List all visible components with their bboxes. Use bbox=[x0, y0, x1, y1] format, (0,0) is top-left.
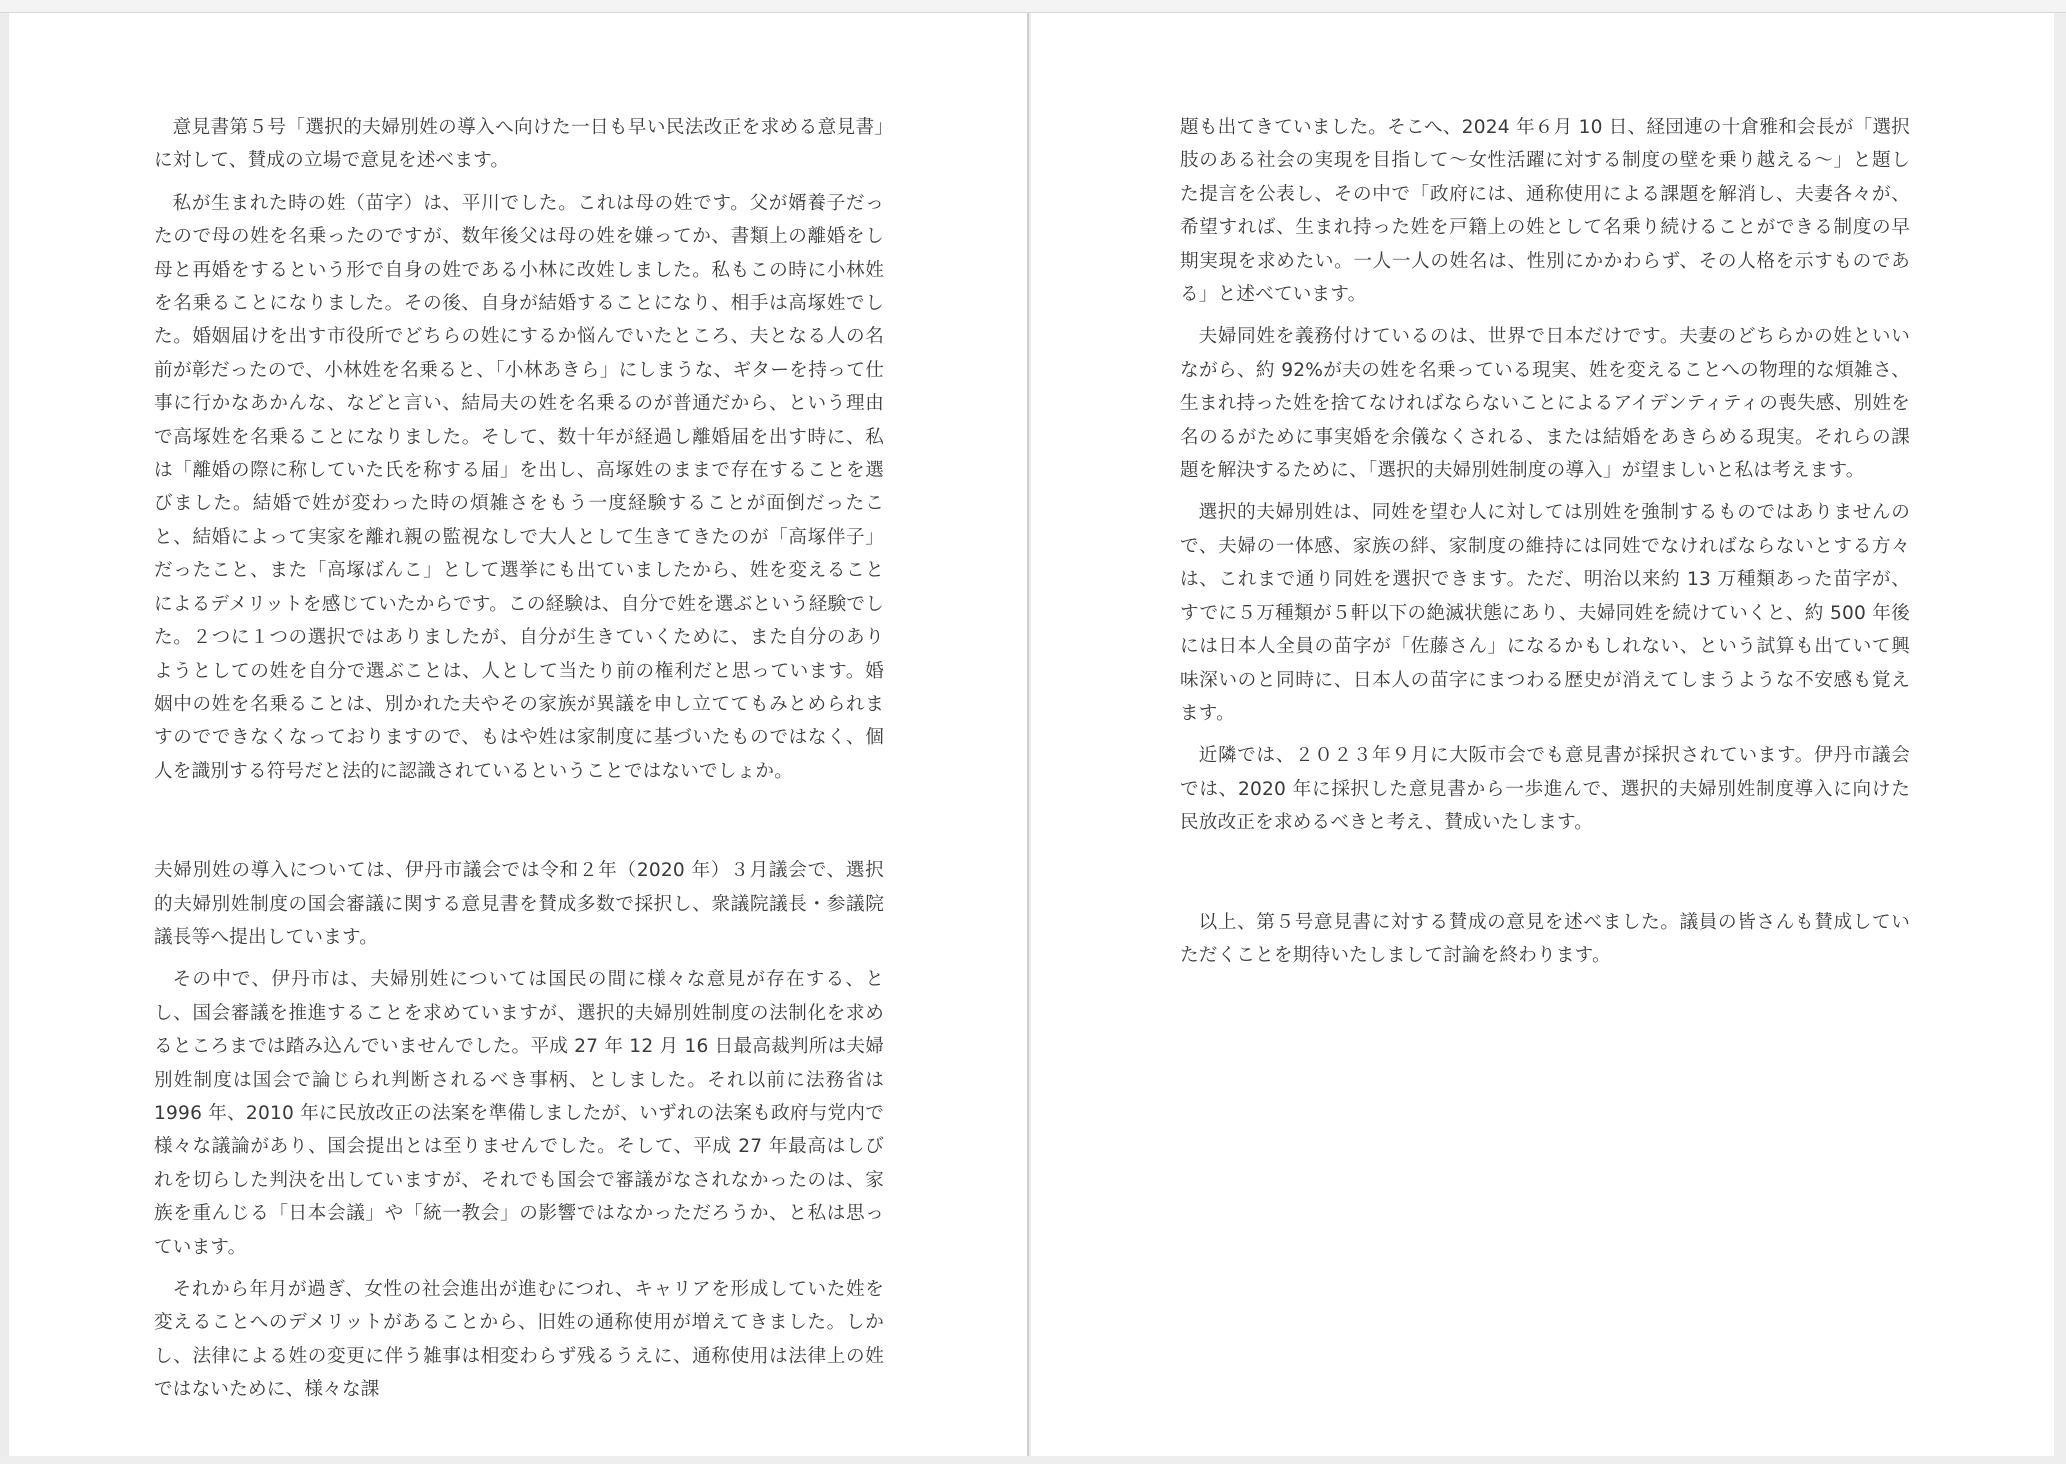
viewer-right-edge bbox=[2054, 13, 2066, 1456]
paragraph: その中で、伊丹市は、夫婦別姓については国民の間に様々な意見が存在する、とし、国会審議を推進することを求めていますが、選択的夫婦別姓制度の法制化を求めるところまでは踏み込んでいませんでした。平成 27 年 12 月 16 日最高裁判所は夫婦別姓制度は国会で論じられ判断されるべき事柄、としました。それ以前に法務省は 1996 年、2010 年に民放改正の法案を準備しましたが、いずれの法案も政府与党内で様々な議論があり、国会提出とは至りませんでした。そして、平成 27 年最高はしびれを切らした判決を出していますが、それでも国会で審議がなされなかったのは、家族を重んじる「日本会議」や「統一教会」の影響ではなかっただろうか、と私は思っています。 bbox=[154, 969, 884, 1258]
paragraph: 題も出てきていました。そこへ、2024 年６月 10 日、経団連の十倉雅和会長が「選択肢のある社会の実現を目指して～女性活躍に対する制度の壁を乗り越える～」と題した提言を公表し、その中で「政府には、通称使用による課題を解消し、夫妻各々が、希望すれば、生まれ持った姓を戸籍上の姓として名乗り続けることができる制度の早期実現を求めたい。一人一人の姓名は、性別にかかわらず、その人格を示すものである」と述べています。 bbox=[1180, 117, 1910, 306]
paragraph: 意見書第５号「選択的夫婦別姓の導入へ向けた一日も早い民法改正を求める意見書」に対して、賛成の立場で意見を述べます。 bbox=[154, 117, 884, 172]
paragraph: 夫婦別姓の導入については、伊丹市議会では令和２年（2020 年）３月議会で、選択的夫婦別姓制度の国会審議に関する意見書を賛成多数で採択し、衆議院議長・参議院議長等へ提出しています。 bbox=[154, 860, 884, 948]
page-right bbox=[1031, 13, 2054, 1456]
paragraph: 選択的夫婦別姓は、同姓を望む人に対しては別姓を強制するものではありませんので、夫婦の一体感、家族の絆、家制度の維持には同姓でなければならないとする方々は、これまで通り同姓を選択できます。ただ、明治以来約 13 万種類あった苗字が、すでに５万種類が５軒以下の絶滅状態にあり、夫婦同姓を続けていくと、約 500 年後には日本人全員の苗字が「佐藤さん」になるかもしれない、という試算も出ていて興味深いのと同時に、日本人の苗字にまつわる歴史が消えてしまうような不安感も覚えます。 bbox=[1180, 502, 1910, 724]
paragraph: 私が生まれた時の姓（苗字）は、平川でした。これは母の姓です。父が婿養子だったので母の姓を名乗ったのですが、数年後父は母の姓を嫌ってか、書類上の離婚をし母と再婚をするという形で自身の姓である小林に改姓しました。私もこの時に小林姓を名乗ることになりました。その後、自身が結婚することになり、相手は高塚姓でした。婚姻届けを出す市役所でどちらの姓にするか悩んでいたところ、夫となる人の名前が彰だったので、小林姓を名乗ると、「小林あきら」にしまうな、ギターを持って仕事に行かなあかんな、などと言い、結局夫の姓を名乗るのが普通だから、という理由で高塚姓を名乗ることになりました。そして、数十年が経過し離婚届を出す時に、私は「離婚の際に称していた氏を称する届」を出し、高塚姓のままで存在することを選びました。結婚で姓が変わった時の煩雑さをもう一度経験することが面倒だったこと、結婚によって実家を離れ親の監視なしで大人として生きてきたのが「高塚伴子」だったこと、また「高塚ばんこ」として選挙にも出ていましたから、姓を変えることによるデメリットを感じていたからです。この経験は、自分で姓を選ぶという経験でした。２つに１つの選択ではありましたが、自分が生きていくために、また自分のありようとしての姓を自分で選ぶことは、人として当たり前の権利だと思っています。婚姻中の姓を名乗ることは、別かれた夫やその家族が異議を申し立ててもみとめられますのでできなくなっておりますので、もはや姓は家制度に基づいたものではなく、個人を識別する符号だと法的に認識されているということではないでしょか。 bbox=[154, 192, 884, 782]
viewer-bottom-edge bbox=[0, 1456, 2066, 1464]
paragraph: 近隣では、２０２３年９月に大阪市会でも意見書が採択されています。伊丹市議会では、2020 年に採択した意見書から一歩進んで、選択的夫婦別姓制度導入に向けた民放改正を求めるべきと考え、賛成いたします。 bbox=[1180, 745, 1910, 834]
paragraph: 以上、第５号意見書に対する賛成の意見を述べました。議員の皆さんも賛成していただくことを期待いたしまして討論を終わります。 bbox=[1180, 911, 1910, 966]
left-page-text bbox=[154, 111, 884, 1407]
paragraph: それから年月が過ぎ、女性の社会進出が進むにつれ、キャリアを形成していた姓を変えることへのデメリットがあることから、旧姓の通称使用が増えてきました。しかし、法律による姓の変更に伴う雑事は相変わらず残るうえに、通称使用は法律上の姓ではないために、様々な課 bbox=[154, 1279, 884, 1401]
viewer-top-edge bbox=[0, 0, 2066, 13]
page-left bbox=[9, 13, 1029, 1456]
right-page-text bbox=[1180, 111, 1910, 972]
paragraph: 夫婦同姓を義務付けているのは、世界で日本だけです。夫妻のどちらかの姓といいながら、約 92%が夫の姓を名乗っている現実、姓を変えることへの物理的な煩雑さ、生まれ持った姓を捨てなければならないことによるアイデンティティの喪失感、別姓を名のるがために事実婚を余儀なくされる、または結婚をあきらめる現実。それらの課題を解決するために、「選択的夫婦別姓制度の導入」が望ましいと私は考えます。 bbox=[1180, 326, 1910, 482]
